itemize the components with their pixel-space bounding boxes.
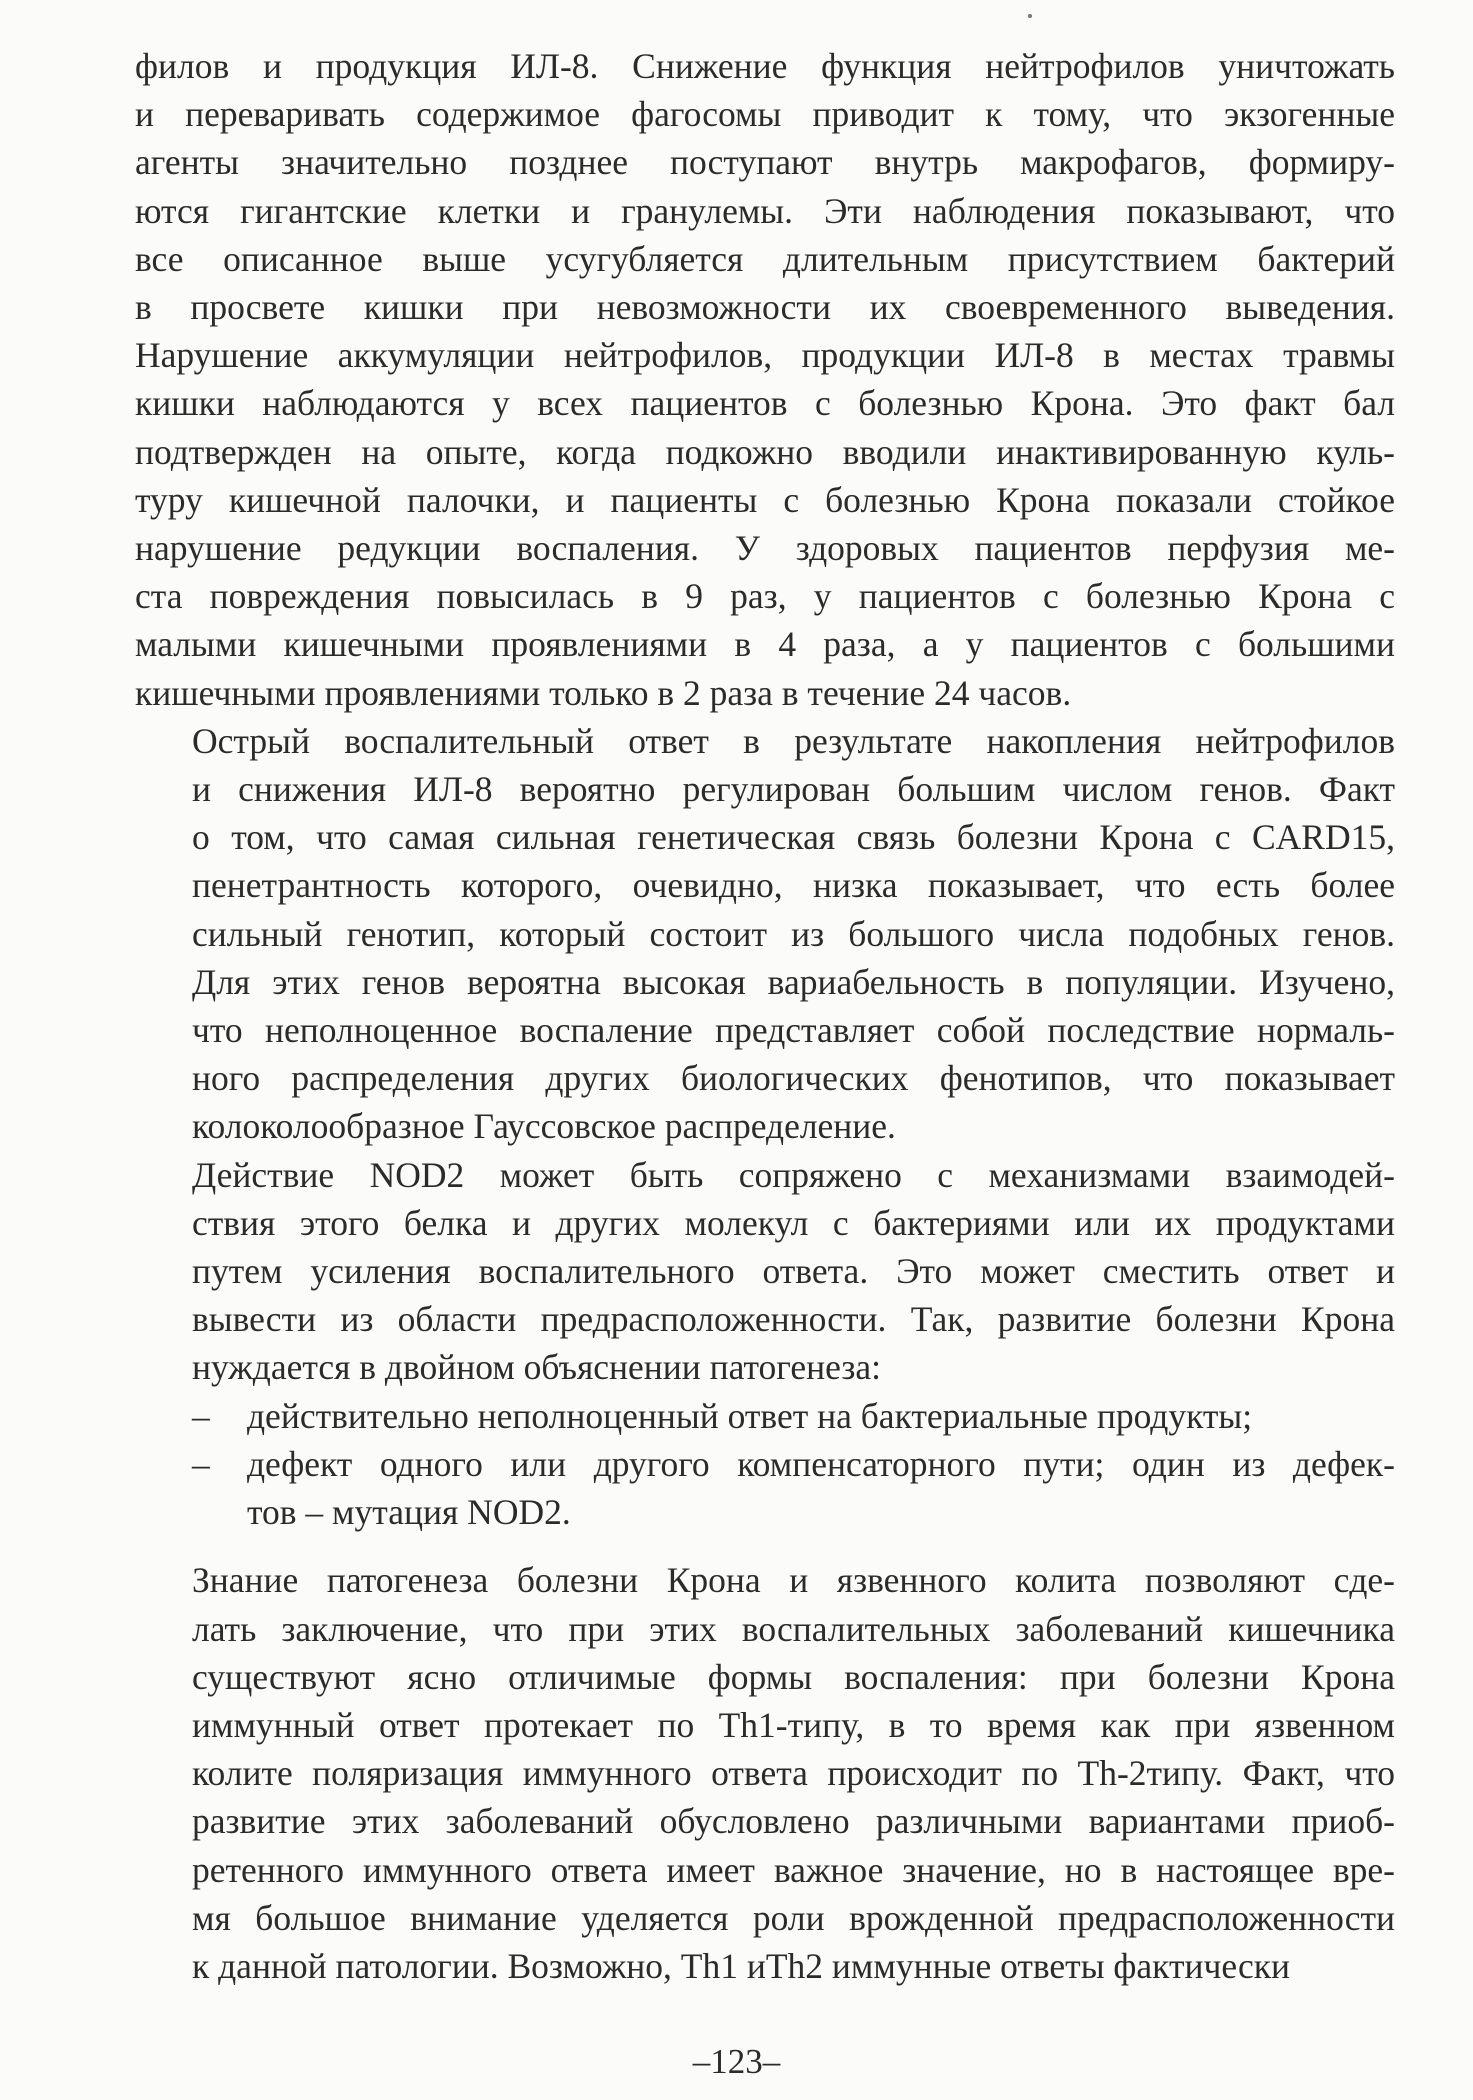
page-body [135,42,1395,1990]
text-line: ствия этого белка и других молекул с бактериями или их продуктами [192,1202,1395,1243]
text-line: Знание патогенеза болезни Крона и язвенного колита позволяют сде- [192,1560,1395,1601]
bullet-line: тов – мутация NOD2. [247,1492,571,1533]
text-line: нуждается в двойном объяснении патогенеза: [192,1347,881,1388]
text-line: развитие этих заболеваний обусловлено различными вариантами приоб- [192,1801,1395,1842]
text-line: Для этих генов вероятна высокая вариабельность в популяции. Изучено, [192,961,1395,1002]
text-line: филов и продукция ИЛ-8. Снижение функция нейтрофилов уничтожать [135,46,1395,86]
bullet-dash: – [192,1395,210,1436]
paragraph [135,717,1395,1151]
text-line: о том, что самая сильная генетическая связь болезни Крона с CARD15, [192,817,1395,858]
bullet-dash: – [192,1443,210,1484]
paragraph [135,42,1395,717]
text-line: мя большое внимание уделяется роли врожденной предрасположенности [192,1897,1395,1938]
text-line: путем усиления воспалительного ответа. Это может сместить ответ и [192,1251,1395,1292]
text-line: ного распределения других биологических фенотипов, что показывает [192,1058,1395,1099]
text-line: кишки наблюдаются у всех пациентов с болезнью Крона. Это факт бал [135,383,1395,424]
text-line: ста повреждения повысилась в 9 раз, у пациентов с болезнью Крона с [135,576,1395,617]
scan-speck [1028,14,1032,18]
text-line: малыми кишечными проявлениями в 4 раза, а у пациентов с большими [135,624,1395,665]
text-line: и переваривать содержимое фагосомы приводит к тому, что экзогенные [135,94,1395,135]
bullet-item [135,1392,1395,1440]
page-number: –123– [692,2042,781,2081]
text-line: Действие NOD2 может быть сопряжено с механизмами взаимодей- [192,1154,1395,1195]
text-line: пенетрантность которого, очевидно, низка показывает, что есть более [192,865,1395,906]
text-line: колоколообразное Гауссовское распределение. [192,1106,896,1147]
text-line: к данной патологии. Возможно, Th1 иTh2 иммунные ответы фактически [192,1945,1290,1986]
text-line: нарушение редукции воспаления. У здоровых пациентов перфузия ме- [135,528,1395,569]
text-line: подтвержден на опыте, когда подкожно вводили инактивированную куль- [135,431,1395,472]
text-line: существуют ясно отличимые формы воспаления: при болезни Крона [192,1656,1395,1697]
text-line: лать заключение, что при этих воспалительных заболеваний кишечника [192,1608,1395,1649]
text-line: иммунный ответ протекает по Th1-типу, в то время как при язвенном [192,1704,1395,1745]
bullet-line: дефект одного или другого компенсаторного пути; один из дефек- [247,1443,1395,1484]
text-line: туру кишечной палочки, и пациенты с болезнью Крона показали стойкое [135,479,1395,520]
text-line: в просвете кишки при невозможности их своевременного выведения. [135,287,1395,328]
text-line: кишечными проявлениями только в 2 раза в течение 24 часов. [135,672,1072,713]
text-line: Острый воспалительный ответ в результате накопления нейтрофилов [192,720,1395,761]
bullet-list [135,1392,1395,1537]
text-line: ются гигантские клетки и гранулемы. Эти наблюдения показывают, что [135,190,1395,231]
bullet-line: действительно неполноценный ответ на бактериальные продукты; [247,1395,1253,1436]
final-paragraph [135,1556,1395,1990]
bullet-item [135,1440,1395,1536]
text-line: вывести из области предрасположенности. Так, развитие болезни Крона [192,1299,1395,1340]
paragraph-gap [135,1536,1395,1556]
text-line: агенты значительно позднее поступают внутрь макрофагов, формиру- [135,142,1395,183]
text-line: все описанное выше усугубляется длительным присутствием бактерий [135,238,1395,279]
text-line: сильный генотип, который состоит из большого числа подобных генов. [192,913,1395,954]
text-line: ретенного иммунного ответа имеет важное значение, но в настоящее вре- [192,1849,1395,1890]
text-line: что неполноценное воспаление представляет собой последствие нормаль- [192,1010,1395,1051]
text-line: Нарушение аккумуляции нейтрофилов, продукции ИЛ-8 в местах травмы [135,335,1395,376]
text-line: колите поляризация иммунного ответа происходит по Th-2типу. Факт, что [192,1753,1395,1794]
paragraphs-container [135,42,1395,1392]
text-line: и снижения ИЛ-8 вероятно регулирован большим числом генов. Факт [192,769,1395,810]
paragraph [135,1151,1395,1392]
